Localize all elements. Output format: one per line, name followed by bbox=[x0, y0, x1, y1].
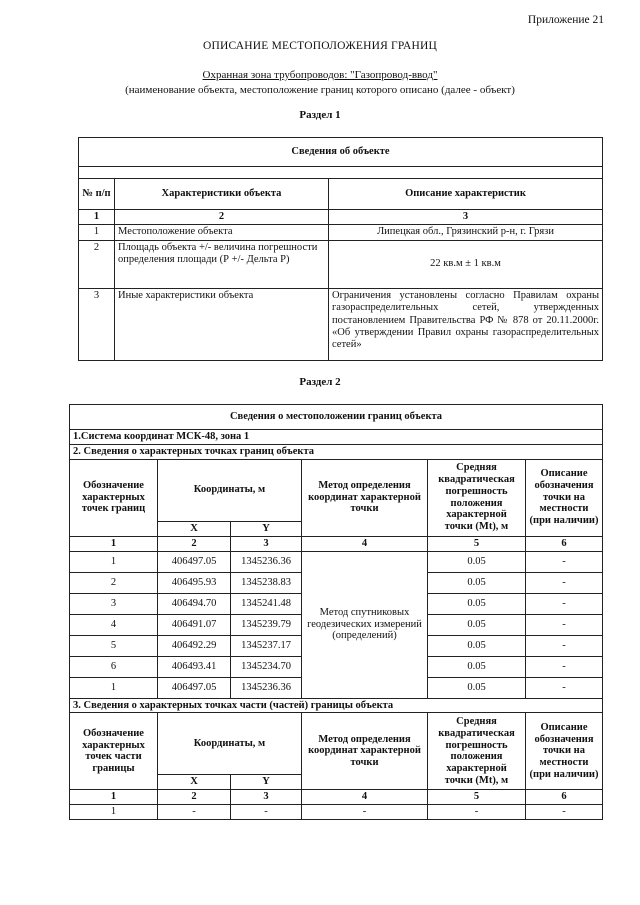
appendix-label: Приложение 21 bbox=[527, 14, 604, 26]
col-y-header: Y bbox=[231, 775, 302, 790]
col-coords-header: Координаты, м bbox=[158, 459, 302, 521]
points-section-title: 2. Сведения о характерных точках границ объекта bbox=[70, 444, 603, 459]
col-method-header: Метод определения координат характерной точки bbox=[302, 713, 428, 790]
index-cell: 2 bbox=[158, 790, 231, 805]
point-description: - bbox=[526, 593, 603, 614]
row-char: Площадь объекта +/- величина погрешности определения площади (Р +/- Дельта Р) bbox=[115, 240, 329, 288]
page-title: ОПИСАНИЕ МЕСТОПОЛОЖЕНИЯ ГРАНИЦ bbox=[202, 40, 438, 52]
index-cell: 4 bbox=[302, 536, 428, 551]
point-y: 1345237.17 bbox=[231, 635, 302, 656]
part-point-description: - bbox=[526, 805, 603, 820]
point-number: 5 bbox=[70, 635, 158, 656]
row-desc: Ограничения установлены согласно Правилам охраны газораспределительных сетей, утвержденных постановлением Правительства РФ № 878 от 20.11.2000г. «Об утверждении Правил охраны газораспределительных сетей» bbox=[329, 288, 603, 360]
point-y: 1345234.70 bbox=[231, 656, 302, 677]
index-cell: 1 bbox=[70, 536, 158, 551]
col-desc-header: Описание характеристик bbox=[329, 179, 603, 210]
point-number: 4 bbox=[70, 614, 158, 635]
table-row bbox=[70, 551, 603, 572]
col-coords-header: Координаты, м bbox=[158, 713, 302, 775]
object-name-note: (наименование объекта, местоположение границ которого описано (далее - объект) bbox=[125, 84, 515, 96]
table-row bbox=[79, 240, 603, 288]
row-num: 1 bbox=[79, 225, 115, 240]
point-y: 1345236.36 bbox=[231, 677, 302, 698]
row-char: Иные характеристики объекта bbox=[115, 288, 329, 360]
index-cell: 5 bbox=[428, 536, 526, 551]
point-y: 1345241.48 bbox=[231, 593, 302, 614]
row-desc: Липецкая обл., Грязинский р-н, г. Грязи bbox=[329, 225, 603, 240]
point-description: - bbox=[526, 635, 603, 656]
boundary-table bbox=[69, 404, 603, 820]
row-num: 2 bbox=[79, 240, 115, 288]
row-desc: 22 кв.м ± 1 кв.м bbox=[329, 240, 603, 288]
point-description: - bbox=[526, 551, 603, 572]
point-number: 6 bbox=[70, 656, 158, 677]
index-cell: 1 bbox=[70, 790, 158, 805]
point-accuracy: 0.05 bbox=[428, 635, 526, 656]
index-cell: 1 bbox=[79, 210, 115, 225]
part-point-accuracy: - bbox=[428, 805, 526, 820]
index-cell: 3 bbox=[329, 210, 603, 225]
row-num: 3 bbox=[79, 288, 115, 360]
point-y: 1345239.79 bbox=[231, 614, 302, 635]
index-cell: 5 bbox=[428, 790, 526, 805]
boundary-title: Сведения о местоположении границ объекта bbox=[70, 405, 603, 430]
col-designation-header: Обозначение характерных точек границ bbox=[70, 459, 158, 536]
col-accuracy-header: Средняя квадратическая погрешность положения характерной точки (Mt), м bbox=[428, 459, 526, 536]
point-x: 406491.07 bbox=[158, 614, 231, 635]
col-num-header: № п/п bbox=[79, 179, 115, 210]
index-cell: 6 bbox=[526, 790, 603, 805]
part-point-y: - bbox=[231, 805, 302, 820]
method-cell: Метод спутниковых геодезических измерений (определений) bbox=[302, 551, 428, 698]
point-description: - bbox=[526, 614, 603, 635]
index-cell: 6 bbox=[526, 536, 603, 551]
row-char: Местоположение объекта bbox=[115, 225, 329, 240]
spacer-row bbox=[79, 167, 603, 179]
index-cell: 2 bbox=[158, 536, 231, 551]
col-x-header: X bbox=[158, 521, 231, 536]
table-row bbox=[70, 805, 603, 820]
col-char-header: Характеристики объекта bbox=[115, 179, 329, 210]
point-x: 406497.05 bbox=[158, 677, 231, 698]
section-2-heading: Раздел 2 bbox=[299, 376, 341, 388]
point-y: 1345236.36 bbox=[231, 551, 302, 572]
object-info-title: Сведения об объекте bbox=[79, 138, 603, 167]
coord-system: 1.Система координат МСК-48, зона 1 bbox=[70, 430, 603, 445]
object-info-table bbox=[78, 137, 603, 361]
point-x: 406494.70 bbox=[158, 593, 231, 614]
index-cell: 2 bbox=[115, 210, 329, 225]
point-accuracy: 0.05 bbox=[428, 677, 526, 698]
point-description: - bbox=[526, 572, 603, 593]
index-cell: 4 bbox=[302, 790, 428, 805]
point-accuracy: 0.05 bbox=[428, 656, 526, 677]
point-number: 1 bbox=[70, 551, 158, 572]
part-section-title: 3. Сведения о характерных точках части (частей) границы объекта bbox=[70, 698, 603, 713]
point-number: 2 bbox=[70, 572, 158, 593]
section-1-heading: Раздел 1 bbox=[299, 109, 341, 121]
point-y: 1345238.83 bbox=[231, 572, 302, 593]
point-accuracy: 0.05 bbox=[428, 614, 526, 635]
col-x-header: X bbox=[158, 775, 231, 790]
object-name-text: Охранная зона трубопроводов: "Газопровод-ввод" bbox=[202, 69, 438, 81]
index-cell: 3 bbox=[231, 790, 302, 805]
col-y-header: Y bbox=[231, 521, 302, 536]
point-number: 3 bbox=[70, 593, 158, 614]
point-x: 406493.41 bbox=[158, 656, 231, 677]
col-method-header: Метод определения координат характерной точки bbox=[302, 459, 428, 536]
table-row bbox=[79, 288, 603, 360]
point-description: - bbox=[526, 656, 603, 677]
point-x: 406497.05 bbox=[158, 551, 231, 572]
col-accuracy-header: Средняя квадратическая погрешность положения характерной точки (Mt), м bbox=[428, 713, 526, 790]
part-point-number: 1 bbox=[70, 805, 158, 820]
part-point-method: - bbox=[302, 805, 428, 820]
point-x: 406495.93 bbox=[158, 572, 231, 593]
point-description: - bbox=[526, 677, 603, 698]
point-accuracy: 0.05 bbox=[428, 593, 526, 614]
col-description-header: Описание обозначения точки на местности (при наличии) bbox=[526, 459, 603, 536]
col-description-header: Описание обозначения точки на местности (при наличии) bbox=[526, 713, 603, 790]
part-point-x: - bbox=[158, 805, 231, 820]
point-accuracy: 0.05 bbox=[428, 572, 526, 593]
point-accuracy: 0.05 bbox=[428, 551, 526, 572]
table-row bbox=[79, 225, 603, 240]
index-cell: 3 bbox=[231, 536, 302, 551]
point-x: 406492.29 bbox=[158, 635, 231, 656]
col-part-designation-header: Обозначение характерных точек части границы bbox=[70, 713, 158, 790]
object-name bbox=[0, 69, 640, 81]
point-number: 1 bbox=[70, 677, 158, 698]
